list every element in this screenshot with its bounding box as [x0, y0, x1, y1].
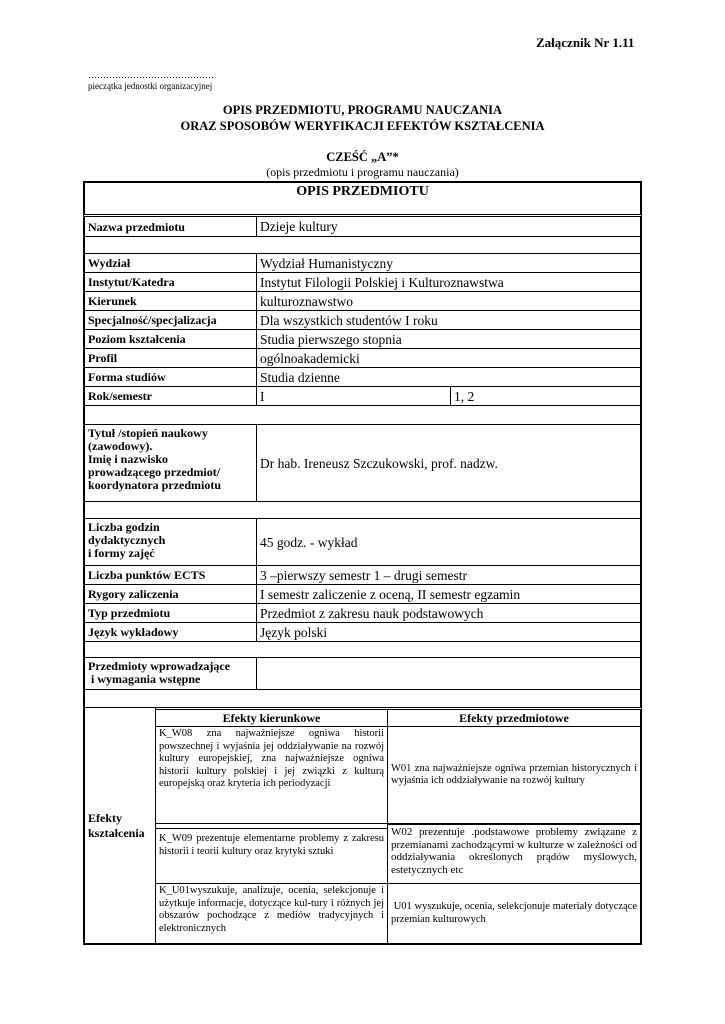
value-jezyk: Język polski: [256, 622, 641, 642]
value-kierunek: kulturoznawstwo: [256, 291, 641, 311]
label-wydzial: Wydział: [84, 253, 257, 273]
value-prowadzacy: Dr hab. Ireneusz Szczukowski, prof. nadzw.: [256, 424, 641, 502]
label-line: kształcenia: [88, 826, 145, 840]
stamp-label: pieczątka jednostki organizacyjnej: [88, 81, 213, 91]
label-rok: Rok/semestr: [84, 386, 257, 406]
label-wymagania: [84, 657, 257, 690]
label-typ: Typ przedmiotu: [84, 603, 257, 623]
stamp-dots: ……………………………………: [88, 70, 214, 80]
label-efekty: [84, 707, 156, 944]
label-profil: Profil: [84, 348, 257, 368]
part-subtitle: (opis przedmiotu i programu nauczania): [266, 165, 459, 179]
value-profil: ogólnoakademicki: [256, 348, 641, 368]
spacer-row: [84, 236, 641, 254]
value-rygory: I semestr zaliczenie z oceną, II semestr egzamin: [256, 584, 641, 604]
value-poziom: Studia pierwszego stopnia: [256, 329, 641, 349]
label-prowadzacy: [84, 424, 257, 502]
label-line: prowadzącego przedmiot/: [88, 465, 221, 479]
value-wydzial: Wydział Humanistyczny: [256, 253, 641, 273]
label-line: i formy zajęć: [88, 546, 155, 560]
label-nazwa: Nazwa przedmiotu: [84, 216, 257, 237]
label-instytut: Instytut/Katedra: [84, 272, 257, 292]
label-line: i wymagania wstępne: [88, 672, 201, 686]
efekt-kierunkowy-row-2: K_W09 prezentuje elementarne problemy z zakresu historii i teorii kultury oraz krytyki sztuki: [155, 828, 388, 884]
spacer-row: [84, 689, 641, 708]
header-efekty-kierunkowe: Efekty kierunkowe: [155, 709, 388, 727]
efekt-przedmiotowy-row-3: [387, 883, 641, 944]
stamp-block: [88, 70, 214, 92]
document-title-line1: OPIS PRZEDMIOTU, PROGRAMU NAUCZANIA: [222, 103, 503, 117]
label-line: Tytuł /stopień naukowy: [88, 426, 208, 440]
value-rok: I: [256, 386, 451, 406]
efekt-przedmiotowy-row-2: W02 prezentuje .podstawowe problemy związane z przemianami zachodzącymi w kulturze w zależności od oddziaływania określonych prądów myślowych, estetycznych etc: [387, 824, 641, 884]
efekt-kierunkowy-row-3: K_U01wyszukuje, analizuje, ocenia, selekcjonuje i użytkuje informacje, dotyczące kul-tury i różnych jej obszarów pochodzące z mediów tradycyjnych i elektronicznych: [155, 883, 388, 944]
efekt-przedmiotowy-text: U01 wyszukuje, ocenia, selekcjonuje materiały dotyczące przemian kulturowych: [391, 901, 640, 925]
section-header: OPIS PRZEDMIOTU: [296, 184, 429, 199]
label-ects: Liczba punktów ECTS: [84, 565, 257, 585]
document-title-line2: ORAZ SPOSOBÓW WERYFIKACJI EFEKTÓW KSZTAŁCENIA: [180, 119, 545, 133]
efekt-przedmiotowy-row-1: [387, 726, 641, 824]
value-typ: Przedmiot z zakresu nauk podstawowych: [256, 603, 641, 623]
label-line: koordynatora przedmiotu: [88, 478, 221, 492]
spacer-row: [84, 501, 641, 519]
label-line: Imię i nazwisko: [88, 452, 169, 466]
label-line: Liczba godzin: [88, 520, 160, 534]
label-jezyk: Język wykładowy: [84, 622, 257, 642]
value-nazwa: Dzieje kultury: [256, 216, 641, 237]
label-poziom: Poziom kształcenia: [84, 329, 257, 349]
value-semestr: 1, 2: [450, 386, 641, 406]
part-title: CZEŚĆ „A”*: [326, 150, 399, 164]
label-godziny: [84, 518, 257, 566]
spacer-row: [84, 641, 641, 658]
label-forma: Forma studiów: [84, 367, 257, 387]
value-godziny: 45 godz. - wykład: [256, 518, 641, 566]
label-specjalnosc: Specjalność/specjalizacja: [84, 310, 257, 330]
label-rygory: Rygory zaliczenia: [84, 584, 257, 604]
efekt-kierunkowy-row-1: K_W08 zna najważniejsze ogniwa historii powszechnej i wyjaśnia jej oddziaływanie na rozwój kultury europejskiej, zna najważniejsze ogniwa historii kultury polskiej i jej związki z kulturą europejską oraz kryteria ich periodyzacji: [155, 726, 388, 824]
annex-number: Załącznik Nr 1.11: [536, 35, 635, 50]
value-instytut: Instytut Filologii Polskiej i Kulturoznawstwa: [256, 272, 641, 292]
label-line: Przedmioty wprowadzające: [88, 659, 231, 673]
label-kierunek: Kierunek: [84, 291, 257, 311]
efekt-przedmiotowy-text: W01 zna najważniejsze ogniwa przemian historycznych i wyjaśnia ich oddziaływanie na rozwój kultury: [391, 762, 637, 786]
section-header-cell: [84, 182, 641, 215]
value-wymagania: [256, 657, 641, 690]
header-efekty-przedmiotowe: Efekty przedmiotowe: [387, 709, 641, 727]
value-forma: Studia dzienne: [256, 367, 641, 387]
label-line: dydaktycznych: [88, 533, 166, 547]
spacer-row: [84, 405, 641, 425]
value-ects: 3 –pierwszy semestr 1 – drugi semestr: [256, 565, 641, 585]
value-specjalnosc: Dla wszystkich studentów I roku: [256, 310, 641, 330]
label-line: Efekty: [88, 811, 122, 825]
label-line: (zawodowy).: [88, 439, 153, 453]
